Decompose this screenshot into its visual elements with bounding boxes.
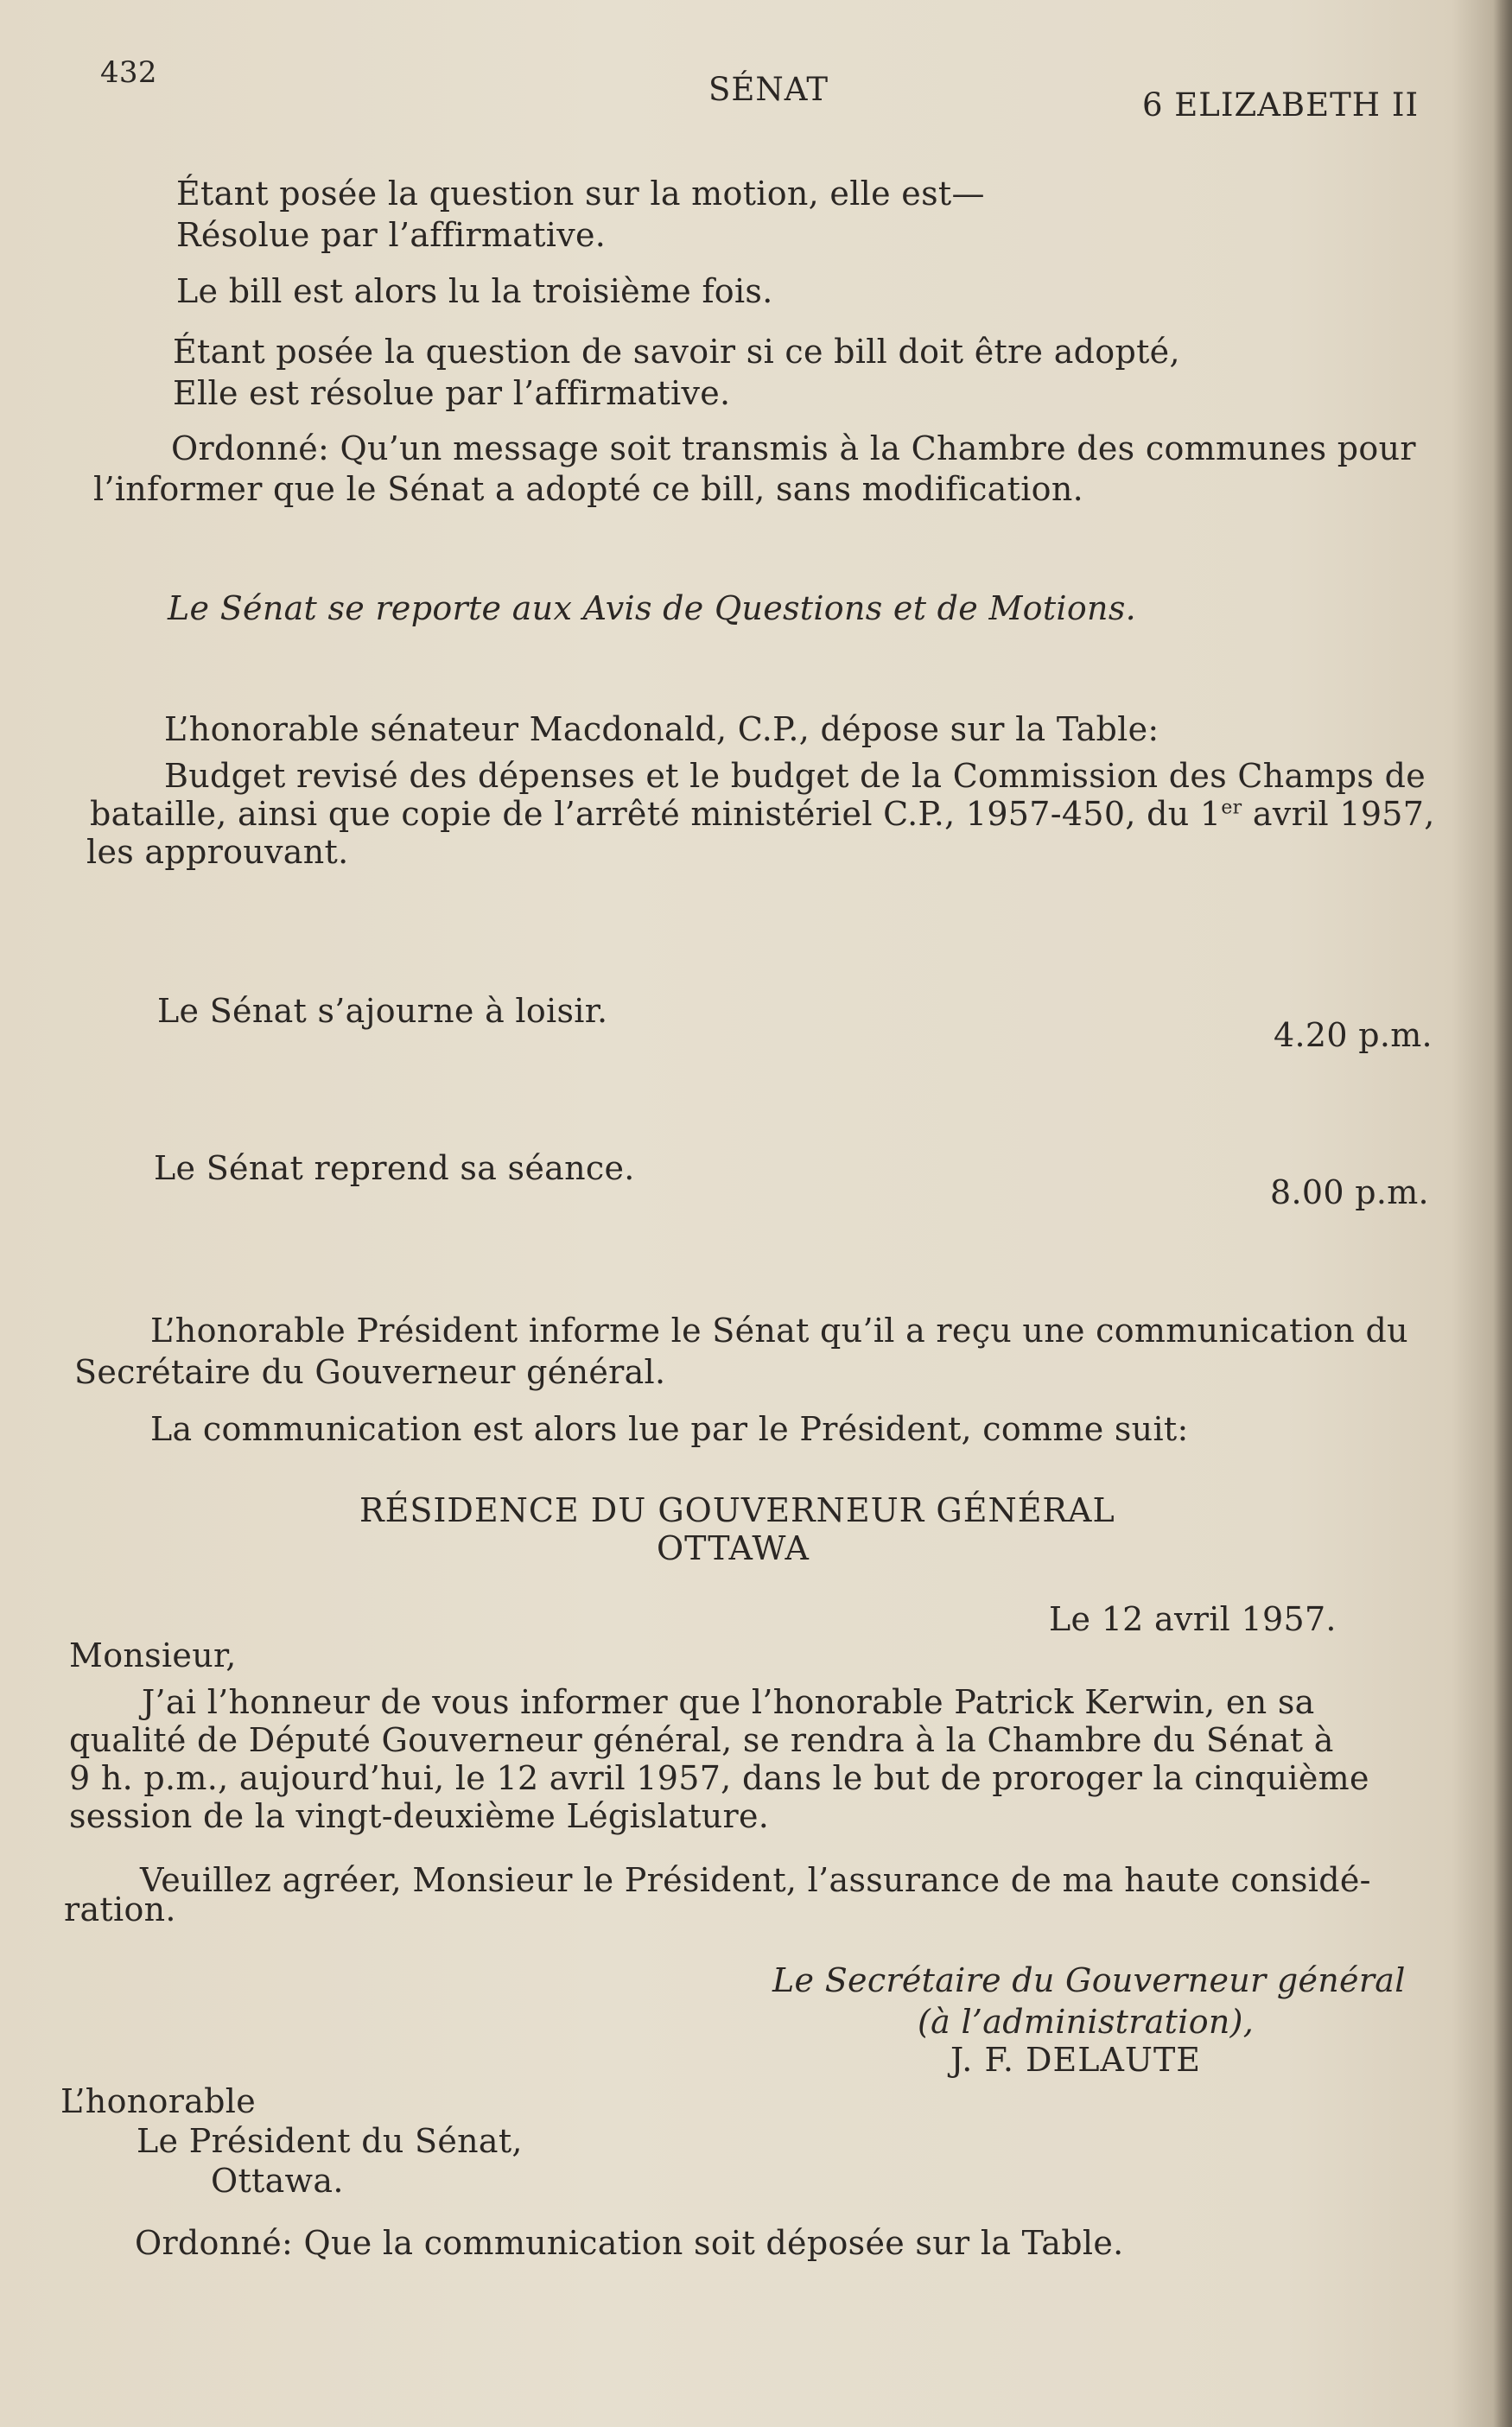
address-line2: Le Président du Sénat, bbox=[137, 2122, 523, 2160]
letter-body-line3: 9 h. p.m., aujourd’hui, le 12 avril 1957, dans le but de proroger la cinquième bbox=[69, 1759, 1369, 1797]
address-line3: Ottawa. bbox=[211, 2162, 344, 2200]
letter-heading-city: OTTAWA bbox=[657, 1529, 810, 1567]
letter-salutation: Monsieur, bbox=[69, 1636, 237, 1674]
resume-text: Le Sénat reprend sa séance. bbox=[154, 1149, 635, 1187]
running-regnal-year: 6 ELIZABETH II bbox=[1142, 86, 1420, 124]
running-title: SÉNAT bbox=[708, 71, 829, 108]
adjourn-time: 4.20 p.m. bbox=[1274, 1016, 1433, 1054]
paragraph-communication-read: La communication est alors lue par le Président, comme suit: bbox=[150, 1410, 1189, 1448]
paragraph-president-informs-line2: Secrétaire du Gouverneur général. bbox=[74, 1353, 666, 1391]
signature-name: J. F. DELAUTE bbox=[950, 2041, 1202, 2079]
budget-line2-tail: avril 1957, bbox=[1242, 795, 1435, 833]
letter-date: Le 12 avril 1957. bbox=[1049, 1600, 1337, 1638]
paragraph-budget-line3: les approuvant. bbox=[86, 833, 349, 871]
paragraph-budget-line2 bbox=[90, 795, 1435, 833]
paragraph-president-informs-line1: L’honorable Président informe le Sénat qu’il a reçu une communication du bbox=[150, 1312, 1408, 1350]
letter-body-line1: J’ai l’honneur de vous informer que l’honorable Patrick Kerwin, en sa bbox=[142, 1683, 1315, 1721]
letter-body-line4: session de la vingt-deuxième Législature. bbox=[69, 1797, 770, 1835]
letter-closing-line2: ration. bbox=[64, 1890, 176, 1928]
resume-time: 8.00 p.m. bbox=[1270, 1173, 1429, 1211]
adjourn-text: Le Sénat s’ajourne à loisir. bbox=[157, 992, 608, 1030]
paragraph-ordered-message-line1: Ordonné: Qu’un message soit transmis à la Chambre des communes pour bbox=[171, 429, 1416, 467]
paragraph-bill-adopted-line1: Étant posée la question de savoir si ce bill doit être adopté, bbox=[173, 333, 1180, 371]
paragraph-bill-adopted-line2: Elle est résolue par l’affirmative. bbox=[173, 374, 731, 412]
paragraph-question-motion-line1: Étant posée la question sur la motion, elle est— bbox=[176, 175, 985, 213]
signature-title-line2: (à l’administration), bbox=[918, 2003, 1255, 2041]
paragraph-third-reading: Le bill est alors lu la troisième fois. bbox=[176, 272, 773, 310]
paragraph-ordered-deposit: Ordonné: Que la communication soit déposée sur la Table. bbox=[135, 2224, 1124, 2262]
paragraph-ordered-message-line2: l’informer que le Sénat a adopté ce bill, sans modification. bbox=[93, 470, 1083, 508]
letter-body-line2: qualité de Député Gouverneur général, se rendra à la Chambre du Sénat à bbox=[69, 1721, 1334, 1759]
paragraph-notices-motions: Le Sénat se reporte aux Avis de Questions et de Motions. bbox=[168, 589, 1137, 627]
letter-heading-residence: RÉSIDENCE DU GOUVERNEUR GÉNÉRAL bbox=[359, 1491, 1115, 1529]
paragraph-question-motion-line2: Résolue par l’affirmative. bbox=[176, 216, 607, 254]
paragraph-senator-macdonald: L’honorable sénateur Macdonald, C.P., dépose sur la Table: bbox=[164, 710, 1159, 748]
page-edge-shadow bbox=[1493, 0, 1512, 2427]
ordinal-superscript: er bbox=[1221, 797, 1242, 819]
letter-closing-line1: Veuillez agréer, Monsieur le Président, l’assurance de ma haute considé- bbox=[140, 1861, 1371, 1899]
paragraph-budget-line1: Budget revisé des dépenses et le budget de la Commission des Champs de bbox=[164, 757, 1426, 795]
signature-title-line1: Le Secrétaire du Gouverneur général bbox=[772, 1961, 1406, 1999]
address-line1: L’honorable bbox=[60, 2082, 256, 2120]
budget-line2-text: bataille, ainsi que copie de l’arrêté ministériel C.P., 1957-450, du 1 bbox=[90, 795, 1222, 833]
page-number: 432 bbox=[100, 55, 157, 90]
